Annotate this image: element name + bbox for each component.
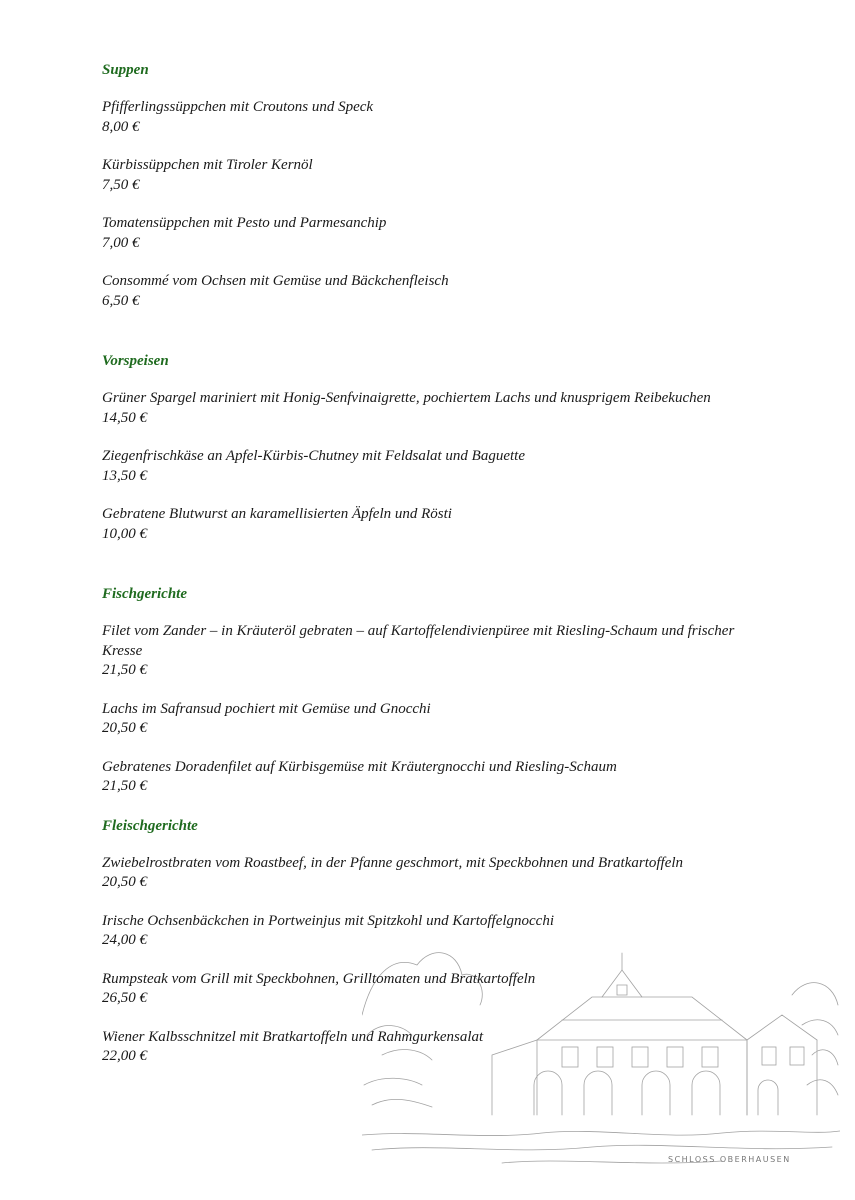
menu-item [102,854,762,893]
section-title: Fischgerichte [102,586,187,602]
menu-item [102,505,762,544]
menu-item [102,622,762,681]
item-price: 6,50 € [102,292,140,309]
section-vorspeisen [102,351,762,544]
item-name: Wiener Kalbsschnitzel mit Bratkartoffeln und Rahmgurkensalat [102,1028,484,1045]
item-price: 7,50 € [102,176,140,193]
item-name: Consommé vom Ochsen mit Gemüse und Bäckchenfleisch [102,273,449,289]
section-title: Vorspeisen [102,353,169,369]
section-suppen [102,60,762,311]
menu-content [102,60,762,1086]
item-price: 10,00 € [102,525,147,542]
menu-item [102,912,762,951]
item-price: 26,50 € [102,990,147,1006]
item-price: 21,50 € [102,662,147,678]
item-price: 22,00 € [102,1048,147,1064]
menu-item [102,758,762,797]
item-price: 14,50 € [102,409,147,426]
item-name: Gebratenes Doradenfilet auf Kürbisgemüse mit Kräutergnocchi und Riesling-Schaum [102,758,617,775]
item-name: Rumpsteak vom Grill mit Speckbohnen, Grilltomaten und Bratkartoffeln [102,970,536,987]
item-price: 20,50 € [102,720,147,736]
item-name: Pfifferlingssüppchen mit Croutons und Speck [102,99,374,115]
illustration-caption: SCHLOSS OBERHAUSEN [668,1155,791,1164]
menu-item [102,389,762,428]
item-name: Lachs im Safransud pochiert mit Gemüse und Gnocchi [102,700,431,717]
section-title: Fleischgerichte [102,817,198,834]
item-price: 7,00 € [102,234,140,251]
section-fleischgerichte [102,816,762,1067]
item-name: Gebratene Blutwurst an karamellisierten Äpfeln und Rösti [102,506,452,522]
item-price: 13,50 € [102,467,147,484]
section-gap [102,563,762,584]
menu-item [102,214,762,253]
menu-item [102,1028,762,1067]
menu-item [102,700,762,739]
menu-item [102,272,762,311]
section-gap [102,330,762,351]
item-price: 24,00 € [102,932,147,948]
section-fischgerichte [102,584,762,797]
item-price: 8,00 € [102,118,140,135]
section-title: Suppen [102,62,149,78]
menu-item [102,970,762,1009]
item-price: 20,50 € [102,874,147,890]
item-name: Filet vom Zander – in Kräuteröl gebraten – auf Kartoffelendivienpüree mit Riesling-Schaum und frischer Kresse [102,623,735,659]
menu-item [102,447,762,486]
menu-item [102,98,762,137]
item-name: Ziegenfrischkäse an Apfel-Kürbis-Chutney mit Feldsalat und Baguette [102,448,525,464]
item-name: Kürbissüppchen mit Tiroler Kernöl [102,157,313,173]
item-price: 21,50 € [102,778,147,794]
item-name: Grüner Spargel mariniert mit Honig-Senfvinaigrette, pochiertem Lachs und knusprigem Reibekuchen [102,390,711,406]
menu-item [102,156,762,195]
item-name: Zwiebelrostbraten vom Roastbeef, in der Pfanne geschmort, mit Speckbohnen und Bratkartoffeln [102,854,684,871]
item-name: Irische Ochsenbäckchen in Portweinjus mit Spitzkohl und Kartoffelgnocchi [102,912,555,929]
item-name: Tomatensüppchen mit Pesto und Parmesanchip [102,215,387,231]
